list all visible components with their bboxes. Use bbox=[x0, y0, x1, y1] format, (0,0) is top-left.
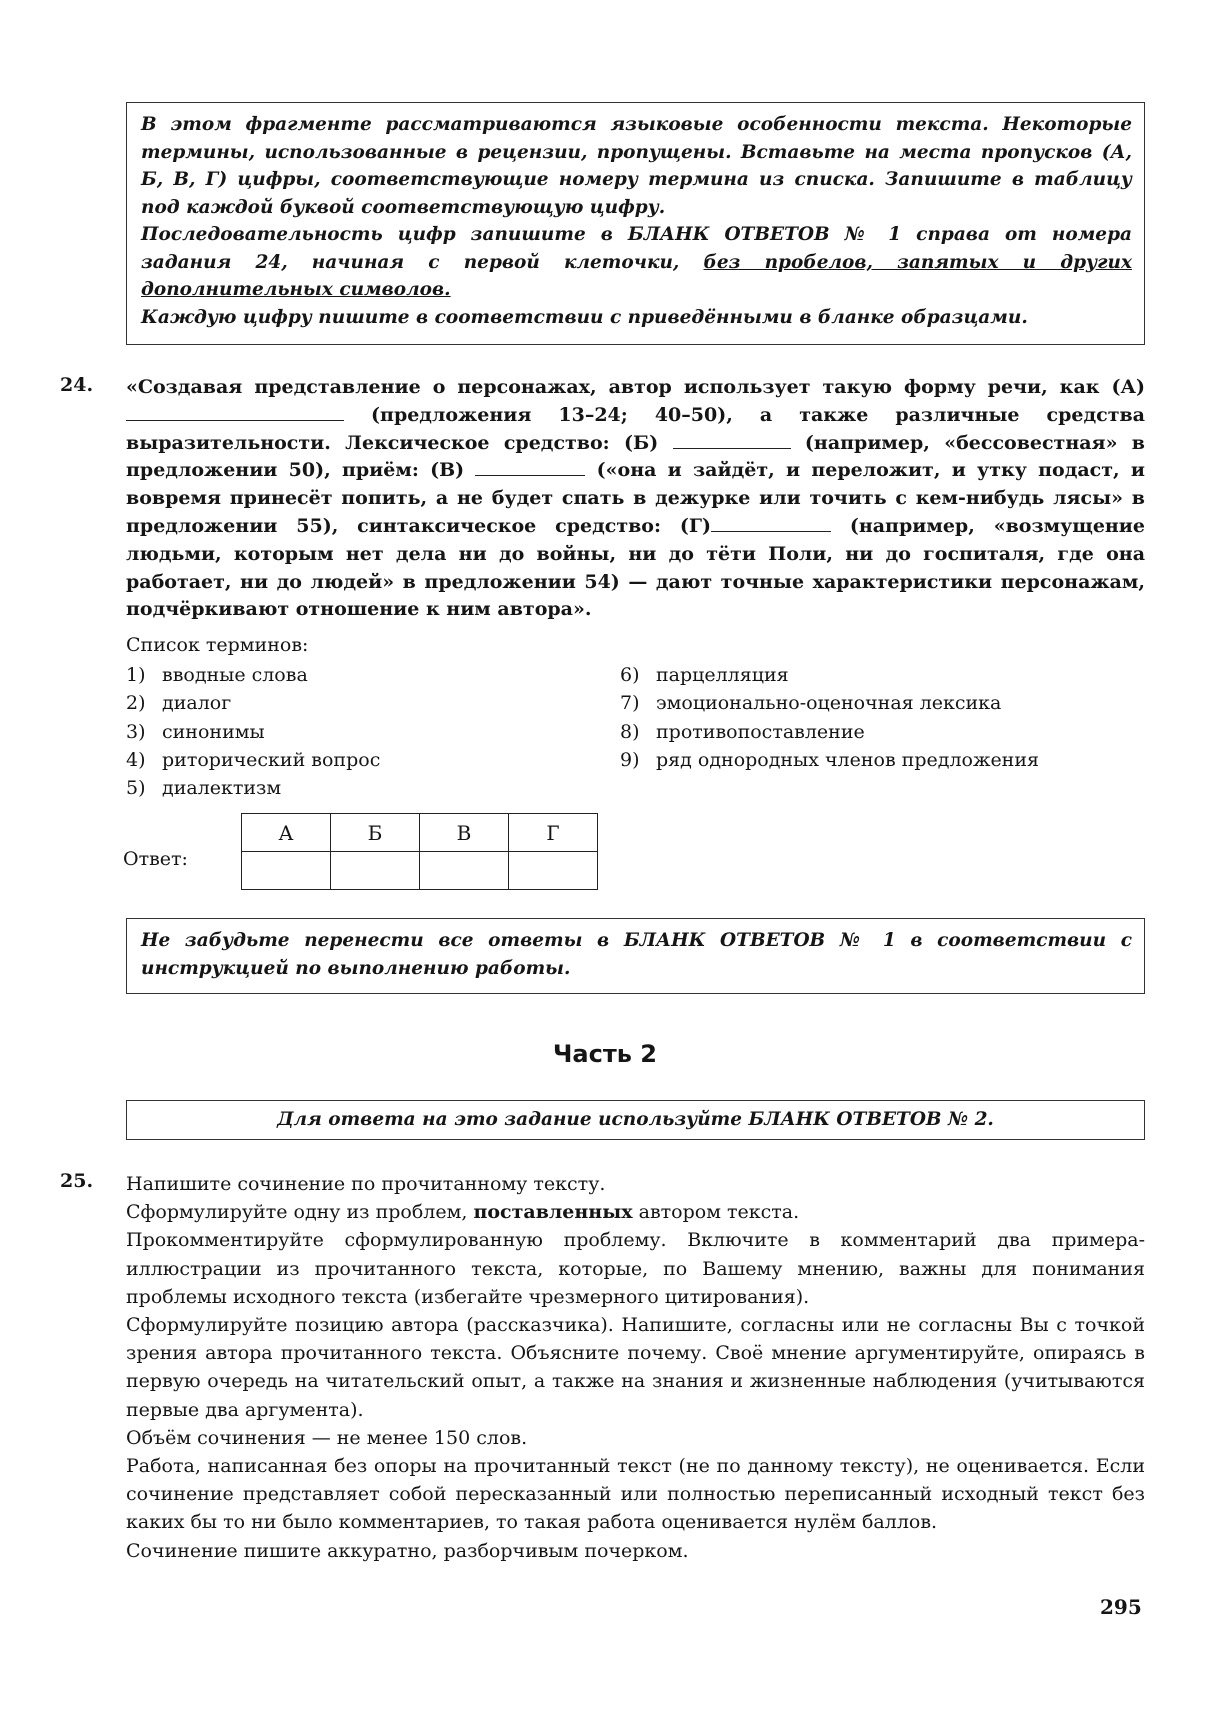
blank-g bbox=[711, 513, 831, 532]
term-item: 4) риторический вопрос bbox=[126, 748, 381, 771]
task-24-text: «Создавая представление о персонажах, автор использует такую форму речи, как (А) (предложения 13–24; 40–50), а также различные средства выразительности. Лексическое средство: (Б) (например, «бессовестная» в предложении 50), приём: (В) («она и зайдёт, и переложит, и утку подаст, и вовремя принесёт попить, а не будет спать в дежурке или точить с кем-нибудь лясы» в предложении 55), синтаксическое средство: (Г) (например, «возмущение людьми, которым нет дела ни до войны, ни до тёти Поли, ни до госпиталя, где она работает, ни до людей» в предложении 54) — дают точные характеристики персонажам, подчёркивают отношение к ним автора». bbox=[126, 376, 1145, 621]
answer-cell-g[interactable] bbox=[509, 852, 598, 890]
answer-header-v: В bbox=[420, 814, 509, 852]
instruction-box bbox=[126, 102, 1145, 345]
task-25-line: Сформулируйте одну из проблем, поставленных автором текста. bbox=[126, 1201, 800, 1224]
terms-list-left bbox=[126, 661, 380, 802]
reminder-box bbox=[126, 918, 1145, 994]
instruction-text-3: Каждую цифру пишите в соответствии с приведёнными в бланке образцами. bbox=[141, 306, 1028, 328]
answer-cell-v[interactable] bbox=[420, 852, 509, 890]
answer-label: Ответ: bbox=[123, 848, 188, 870]
task-25-line: Прокомментируйте сформулированную проблему. Включите в комментарий два примера-иллюстрации из прочитанного текста, которые, по Вашему мнению, важны для понимания проблемы исходного текста (избегайте чрезмерного цитирования). bbox=[126, 1229, 1145, 1308]
term-item: 9) ряд однородных членов предложения bbox=[620, 748, 1039, 771]
part-2-note-box bbox=[126, 1100, 1145, 1140]
term-item: 2) диалог bbox=[126, 692, 232, 715]
task-25-line: Объём сочинения — не менее 150 слов. bbox=[126, 1426, 528, 1449]
task-25-line: Сочинение пишите аккуратно, разборчивым почерком. bbox=[126, 1539, 689, 1562]
task-25-line: Работа, написанная без опоры на прочитанный текст (не по данному тексту), не оценивается. Если сочинение представляет собой пересказанный или полностью переписанный исходный текст без каких бы то ни было комментариев, то такая работа оценивается нулём баллов. bbox=[126, 1455, 1145, 1534]
task-25-text bbox=[126, 1170, 1145, 1565]
part-2-note: Для ответа на это задание используйте БЛАНК ОТВЕТОВ № 2. bbox=[277, 1109, 994, 1130]
answer-cell-a[interactable] bbox=[242, 852, 331, 890]
instruction-underlined: без пробелов, запятых и других дополнительных символов. bbox=[141, 251, 1132, 300]
blank-v bbox=[475, 457, 585, 476]
page-number: 295 bbox=[1100, 1595, 1142, 1619]
blank-b bbox=[673, 430, 791, 449]
terms-list-right bbox=[620, 661, 1039, 774]
answer-table bbox=[241, 813, 598, 890]
instruction-text-1: В этом фрагменте рассматриваются языковые особенности текста. Некоторые термины, использованные в рецензии, пропущены. Вставьте на места пропусков (А, Б, В, Г) цифры, соответствующие номеру термина из списка. Запишите в таблицу под каждой буквой соответствующую цифру. bbox=[141, 114, 1132, 218]
term-item: 7) эмоционально-оценочная лексика bbox=[620, 692, 1002, 715]
term-item: 5) диалектизм bbox=[126, 777, 282, 800]
answer-cell-b[interactable] bbox=[331, 852, 420, 890]
task-24-number: 24. bbox=[60, 374, 94, 396]
term-item: 6) парцелляция bbox=[620, 664, 789, 686]
answer-header-g: Г bbox=[509, 814, 598, 852]
answer-header-a: А bbox=[242, 814, 331, 852]
term-item: 3) синонимы bbox=[126, 720, 265, 743]
terms-list-title: Список терминов: bbox=[126, 634, 309, 656]
task-25-line: Сформулируйте позицию автора (рассказчика). Напишите, согласны или не согласны Вы с точкой зрения автора прочитанного текста. Объясните почему. Своё мнение аргументируйте, опираясь в первую очередь на читательский опыт, а также на знания и жизненные наблюдения (учитываются первые два аргумента). bbox=[126, 1314, 1145, 1421]
term-item: 8) противопоставление bbox=[620, 720, 865, 743]
task-25-line: Напишите сочинение по прочитанному тексту. bbox=[126, 1173, 606, 1195]
part-2-title: Часть 2 bbox=[553, 1040, 657, 1068]
task-25-number: 25. bbox=[60, 1170, 94, 1192]
reminder-text: Не забудьте перенести все ответы в БЛАНК ОТВЕТОВ № 1 в соответствии с инструкцией по выполнению работы. bbox=[141, 930, 1132, 979]
instruction-text-2: Последовательность цифр запишите в БЛАНК ОТВЕТОВ № 1 справа от номера задания 24, начиная с первой клеточки, без пробелов, запятых и других дополнительных символов. bbox=[141, 224, 1132, 300]
answer-header-b: Б bbox=[331, 814, 420, 852]
term-item: 1) вводные слова bbox=[126, 664, 308, 686]
blank-a bbox=[126, 402, 344, 421]
